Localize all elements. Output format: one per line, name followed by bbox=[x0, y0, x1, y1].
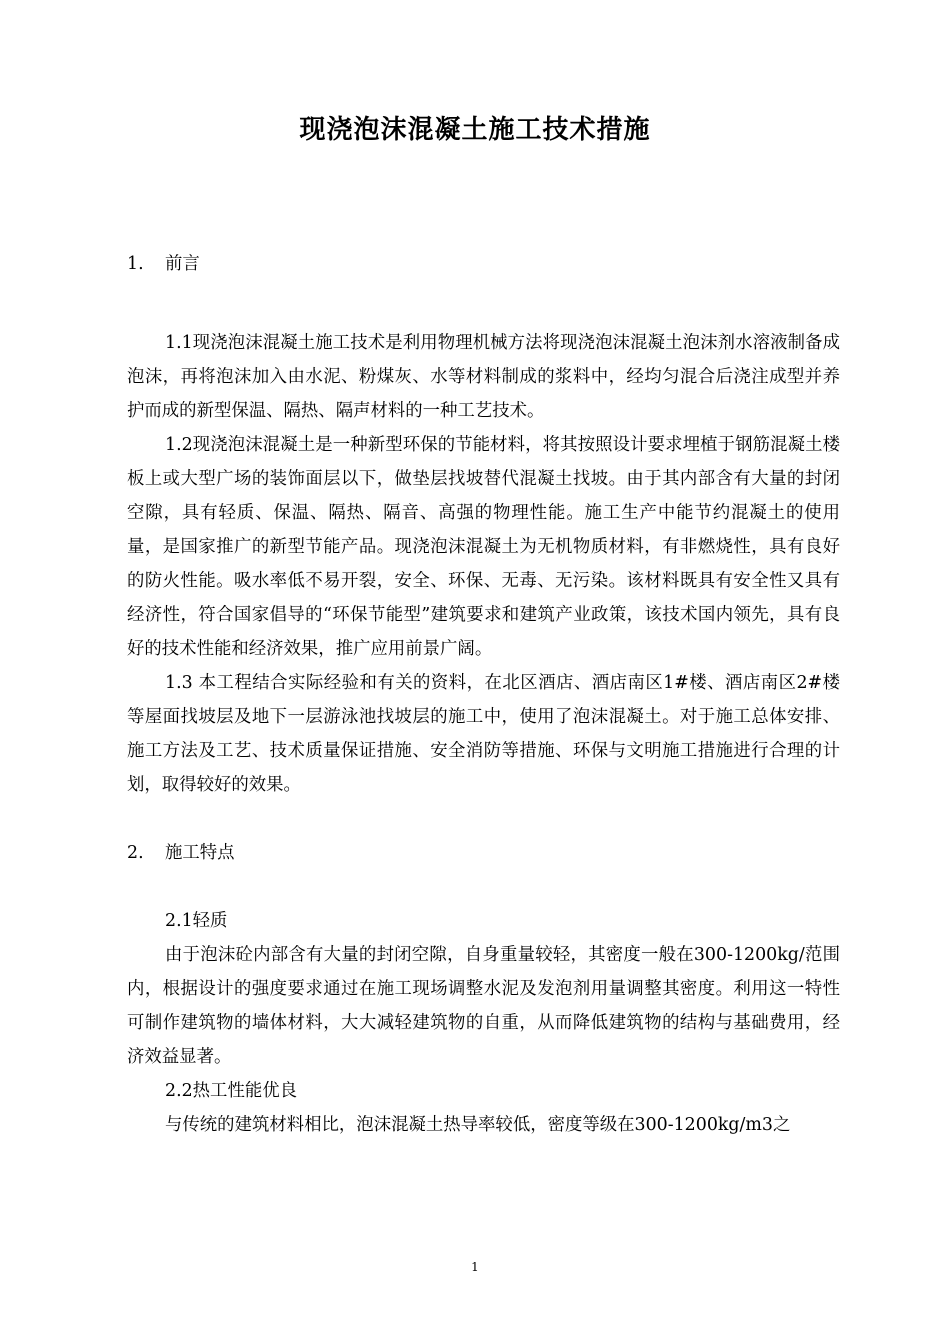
document-title: 现浇泡沫混凝土施工技术措施 bbox=[299, 115, 651, 145]
body-paragraph: 1.1现浇泡沫混凝土施工技术是利用物理机械方法将现浇泡沫混凝土泡沫剂水溶液制备成泡沫，再将泡沫加入由水泥、粉煤灰、水等材料制成的浆料中，经均匀混合后浇注成型并养护而成的新型保温、隔热、隔声材料的一种工艺技术。 bbox=[127, 333, 840, 421]
subsection-heading: 2.2热工性能优良 bbox=[165, 1081, 298, 1101]
section-number: 1. bbox=[127, 254, 144, 274]
body-paragraph: 1.3 本工程结合实际经验和有关的资料，在北区酒店、酒店南区1#楼、酒店南区2#楼等屋面找坡层及地下一层游泳池找坡层的施工中，使用了泡沫混凝土。对于施工总体安排、施工方法及工艺、技术质量保证措施、安全消防等措施、环保与文明施工措施进行合理的计划，取得较好的效果。 bbox=[127, 673, 840, 795]
page-number: 1 bbox=[471, 1260, 479, 1274]
section-number: 2. bbox=[127, 843, 144, 863]
subsection-heading: 2.1轻质 bbox=[165, 911, 228, 931]
section-title: 前言 bbox=[165, 254, 200, 274]
section-heading bbox=[127, 836, 840, 870]
document-body bbox=[127, 247, 840, 1142]
section-heading bbox=[127, 247, 840, 281]
body-paragraph: 1.2现浇泡沫混凝土是一种新型环保的节能材料，将其按照设计要求埋植于钢筋混凝土楼板上或大型广场的装饰面层以下，做垫层找坡替代混凝土找坡。由于其内部含有大量的封闭空隙，具有轻质、保温、隔热、隔音、高强的物理性能。施工生产中能节约混凝土的使用量，是国家推广的新型节能产品。现浇泡沫混凝土为无机物质材料，有非燃烧性，具有良好的防火性能。吸水率低不易开裂，安全、环保、无毒、无污染。该材料既具有安全性又具有经济性，符合国家倡导的“环保节能型”建筑要求和建筑产业政策，该技术国内领先，具有良好的技术性能和经济效果，推广应用前景广阔。 bbox=[127, 435, 840, 659]
section-title: 施工特点 bbox=[165, 843, 235, 863]
body-paragraph: 与传统的建筑材料相比，泡沫混凝土热导率较低，密度等级在300-1200kg/m3之 bbox=[165, 1115, 791, 1135]
body-paragraph: 由于泡沫砼内部含有大量的封闭空隙，自身重量较轻，其密度一般在300-1200kg/范围内，根据设计的强度要求通过在施工现场调整水泥及发泡剂用量调整其密度。利用这一特性可制作建筑物的墙体材料，大大减轻建筑物的自重，从而降低建筑物的结构与基础费用，经济效益显著。 bbox=[127, 945, 840, 1067]
